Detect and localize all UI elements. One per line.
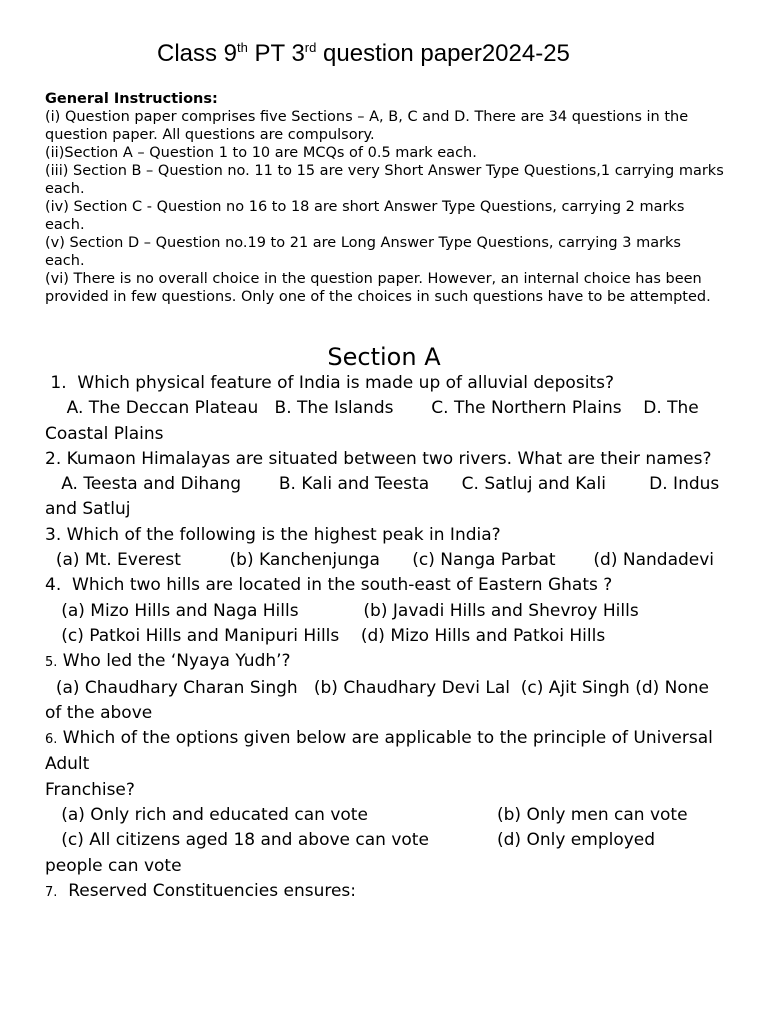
- question-number: 7.: [45, 884, 58, 900]
- questions-list: [45, 371, 725, 905]
- instructions-heading: General Instructions:: [45, 91, 218, 107]
- question-3-options: (a) Mt. Everest (b) Kanchenjunga (c) Nanga Parbat (d) Nandadevi: [45, 550, 715, 571]
- question-1: 1. Which physical feature of India is made up of alluvial deposits?: [45, 373, 614, 393]
- question-6-options-row-2: (c) All citizens aged 18 and above can vote (d) Only employed: [45, 830, 656, 851]
- question-3: 3. Which of the following is the highest peak in India?: [45, 524, 501, 545]
- question-5-options: (a) Chaudhary Charan Singh (b) Chaudhary Devi Lal (c) Ajit Singh (d) None of the above: [45, 677, 715, 723]
- question-4: 4. Which two hills are located in the south-east of Eastern Ghats ?: [45, 575, 613, 596]
- instruction-line: (iv) Section C - Question no 16 to 18 are short Answer Type Questions, carrying 2 marks each.: [45, 199, 685, 233]
- question-2-options: A. Teesta and Dihang B. Kali and Teesta C. Satluj and Kali D. Indus and Satluj: [45, 474, 725, 520]
- question-2: 2. Kumaon Himalayas are situated between two rivers. What are their names?: [45, 448, 712, 469]
- question-7: 7. Reserved Constituencies ensures:: [45, 880, 357, 901]
- question-6-options-row-1: (a) Only rich and educated can vote (b) Only men can vote: [45, 805, 688, 826]
- instruction-line: (i) Question paper comprises five Sections – A, B, C and D. There are 34 questions in the question paper. All questions are compulsory.: [45, 109, 689, 143]
- question-6-continued: Franchise?: [45, 779, 135, 800]
- instruction-line: (ii)Section A – Question 1 to 10 are MCQs of 0.5 mark each.: [45, 145, 477, 161]
- question-number: 6.: [45, 732, 58, 748]
- question-4-options-row-1: (a) Mizo Hills and Naga Hills (b) Javadi Hills and Shevroy Hills: [45, 600, 639, 621]
- question-number: 5.: [45, 655, 58, 671]
- question-6-option-d-continued: people can vote: [45, 855, 182, 876]
- general-instructions: [45, 90, 725, 306]
- question-1-options: A. The Deccan Plateau B. The Islands C. The Northern Plains D. The Coastal Plains: [45, 398, 705, 444]
- page-title: Class 9th PT 3rd question paper2024-25: [157, 40, 570, 67]
- section-heading: Section A: [327, 343, 441, 371]
- question-6: 6. Which of the options given below are applicable to the principle of Universal Adult: [45, 728, 719, 775]
- question-5: 5. Who led the ‘Nyaya Yudh’?: [45, 651, 291, 672]
- instruction-line: (v) Section D – Question no.19 to 21 are Long Answer Type Questions, carrying 3 marks each.: [45, 235, 681, 269]
- instruction-line: (vi) There is no overall choice in the question paper. However, an internal choice has been provided in few questions. Only one of the choices in such questions have to be attempted.: [45, 271, 711, 305]
- question-4-options-row-2: (c) Patkoi Hills and Manipuri Hills (d) Mizo Hills and Patkoi Hills: [45, 625, 606, 646]
- instruction-line: (iii) Section B – Question no. 11 to 15 are very Short Answer Type Questions,1 carrying marks each.: [45, 163, 724, 197]
